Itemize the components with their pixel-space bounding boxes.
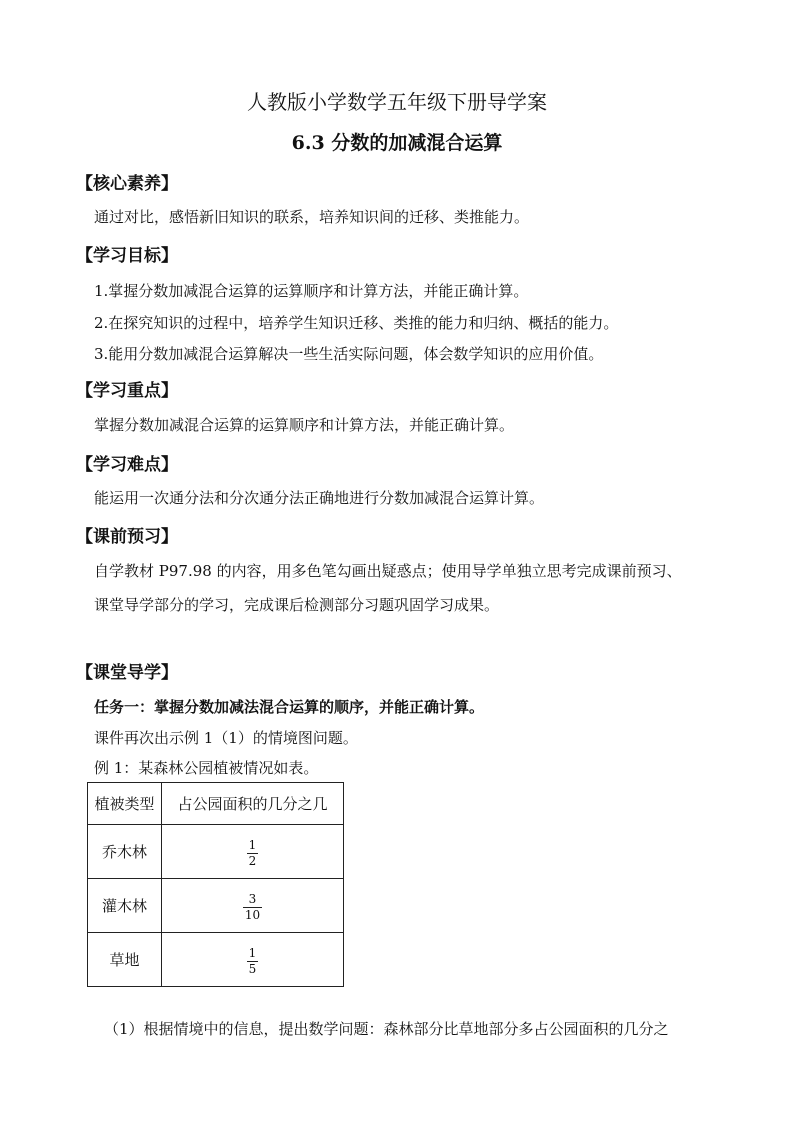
section-heading-core: 【核心素养】 [76,174,178,194]
preview-text-line-2: 课堂导学部分的学习，完成课后检测部分习题巩固学习成果。 [94,596,500,614]
fraction [247,947,259,976]
goal-item-1: 1.掌握分数加减混合运算的运算顺序和计算方法，并能正确计算。 [94,282,529,300]
preview-text-line-1: 自学教材 P97.98 的内容，用多色笔勾画出疑惑点；使用导学单独立思考完成课前预习、 [94,562,682,580]
document-title: 人教版小学数学五年级下册导学案 [247,90,547,114]
key-text: 掌握分数加减混合运算的运算顺序和计算方法，并能正确计算。 [94,416,515,434]
example-text: 例 1：某森林公园植被情况如表。 [94,759,319,777]
fraction-cell [162,933,344,987]
vegetation-table [87,782,344,987]
vegetation-type-cell: 草地 [88,933,162,987]
lesson-title: 6.3 分数的加减混合运算 [291,132,503,154]
difficulty-text: 能运用一次通分法和分次通分法正确地进行分数加减混合运算计算。 [94,489,545,507]
question-text: （1）根据情境中的信息，提出数学问题：森林部分比草地部分多占公园面积的几分之 [104,1020,669,1038]
table-header-cell: 占公园面积的几分之几 [162,783,344,825]
section-heading-key: 【学习重点】 [76,381,178,401]
guide-intro-text: 课件再次出示例 1（1）的情境图问题。 [94,729,358,747]
fraction-cell [162,825,344,879]
fraction-denominator: 2 [248,854,257,868]
fraction-denominator: 5 [248,962,257,976]
table-row [88,933,344,987]
fraction-denominator: 10 [244,908,261,922]
fraction-numerator: 1 [248,946,257,960]
section-heading-goals: 【学习目标】 [76,246,178,266]
fraction [243,893,262,922]
goal-item-2: 2.在探究知识的过程中，培养学生知识迁移、类推的能力和归纳、概括的能力。 [94,314,619,332]
table-header-cell: 植被类型 [88,783,162,825]
fraction-cell [162,879,344,933]
task-one-text: 任务一：掌握分数加减法混合运算的顺序，并能正确计算。 [94,698,485,716]
goal-item-3: 3.能用分数加减混合运算解决一些生活实际问题，体会数学知识的应用价值。 [94,345,604,363]
fraction-numerator: 1 [248,838,257,852]
core-text: 通过对比，感悟新旧知识的联系，培养知识间的迁移、类推能力。 [94,208,530,226]
fraction [247,839,259,868]
section-heading-difficulty: 【学习难点】 [76,455,178,475]
table-row [88,879,344,933]
table-row [88,825,344,879]
section-heading-preview: 【课前预习】 [76,527,178,547]
vegetation-type-cell: 灌木林 [88,879,162,933]
table-header-row [88,783,344,825]
vegetation-type-cell: 乔木林 [88,825,162,879]
fraction-numerator: 3 [248,892,257,906]
section-heading-guide: 【课堂导学】 [76,663,178,683]
